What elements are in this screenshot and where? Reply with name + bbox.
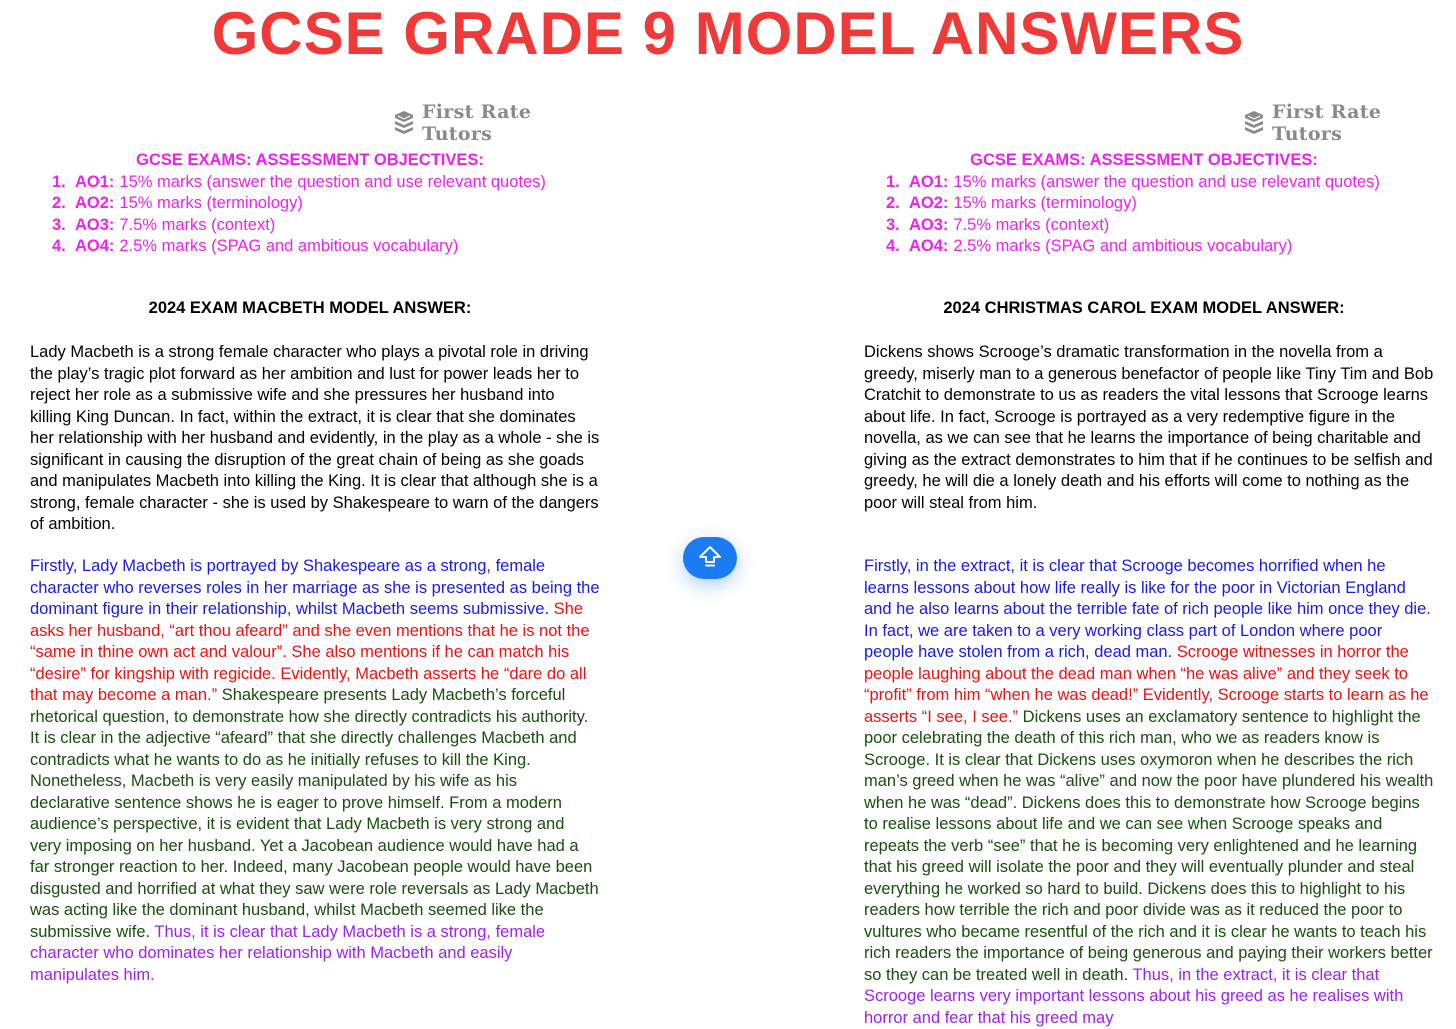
arrow-up-icon [697, 544, 723, 573]
item-key: AO4: [909, 237, 949, 255]
item-number: 1. [886, 172, 900, 191]
objectives-heading: GCSE EXAMS: ASSESSMENT OBJECTIVES: [970, 151, 1318, 169]
item-text: 15% marks (terminology) [953, 194, 1137, 212]
list-item [864, 236, 1434, 258]
evidence-text: She asks her husband, “art thou afeard” and she even mentions that he is not the “same in thine own act and valour”. She also mentions if he can match his “desire” for kingship with regicide. Evidently, Macbeth asserts he “dare do all that may become a man.” [30, 600, 590, 704]
objectives-heading: GCSE EXAMS: ASSESSMENT OBJECTIVES: [136, 151, 484, 169]
list-item [30, 172, 600, 194]
brand-logo [1242, 101, 1434, 145]
item-text: 15% marks (answer the question and use relevant quotes) [119, 172, 546, 191]
item-key: AO3: [909, 215, 949, 234]
objectives-list [864, 172, 1434, 258]
list-item [30, 193, 600, 215]
item-text: 7.5% marks (context) [953, 215, 1110, 234]
item-key: AO1: [75, 172, 115, 191]
analysis-paragraph [864, 556, 1434, 1029]
list-item [30, 236, 600, 258]
list-item [864, 193, 1434, 215]
stacked-books-icon [392, 110, 416, 136]
point-text: Firstly, in the extract, it is clear that Scrooge becomes horrified when he learns lessons about how life really is like for the poor in Victorian England and he also learns about the terrible fate of rich people like him once they die. In fact, we are taken to a very working class part of London where poor people have stolen from a rich, dead man. [864, 557, 1431, 661]
list-item [30, 215, 600, 237]
list-item [864, 215, 1434, 237]
list-item [864, 172, 1434, 194]
item-key: AO1: [909, 172, 949, 191]
analysis-text: Dickens uses an exclamatory sentence to highlight the poor celebrating the death of this rich man, who we as readers know is Scrooge. It is clear that Dickens uses oxymoron when he describes the rich man’s greed when he was “alive” and now the poor have plundered his wealth when he was “dead”. Dickens does this to demonstrate how Scrooge begins to realise lessons about life and we can see when Scrooge speaks and repeats the verb “see” that he is becoming very enlightened and he learning that his greed will isolate the poor and they will eventually plunder and steal everything he worked so hard to build. Dickens does this to highlight to his readers how terrible the rich and poor divide was as it reduced the poor to vultures who became resentful of the rich and it is clear he wants to teach his rich readers the importance of being generous and paying their workers better so they can be treated well in death. [864, 707, 1434, 984]
item-text: 7.5% marks (context) [119, 215, 276, 234]
assessment-objectives [30, 150, 600, 258]
intro-paragraph: Lady Macbeth is a strong female character who plays a pivotal role in driving the play’s tragic plot forward as her ambition and lust for power leads her to reject her role as a submissive wife and she pressures her husband into killing King Duncan. In fact, within the extract, it is clear that she dominates her relationship with her husband and evidently, in the play as a whole - she is significant in causing the disruption of the great chain of being as she goads and manipulates Macbeth into killing the King. It is clear that although she is a strong, female character - she is used by Shakespeare to warn of the dangers of ambition. [30, 343, 600, 533]
item-text: 15% marks (answer the question and use relevant quotes) [953, 172, 1380, 191]
answer-title: 2024 EXAM MACBETH MODEL ANSWER: [148, 299, 472, 317]
analysis-paragraph [30, 556, 600, 986]
brand-logo [392, 101, 600, 145]
analysis-text: Shakespeare presents Lady Macbeth’s forceful rhetorical question, to demonstrate how she directly contradicts his authority. It is clear in the adjective “afeard” that she directly challenges Macbeth and contradicts what he wants to do as he initially refuses to kill the King. Nonetheless, Macbeth is very easily manipulated by his wife as his declarative sentence shows he is eager to prove himself. From a modern audience’s perspective, it is evident that Lady Macbeth is very strong and very imposing on her husband. Yet a Jacobean audience would have had a far stronger reaction to her. Indeed, many Jacobean people would have been disgusted and horrified at what they saw were role reversals as Lady Macbeth was acting like the dominant husband, whilst Macbeth seemed like the submissive wife. [30, 686, 599, 941]
point-text: Firstly, Lady Macbeth is portrayed by Shakespeare as a strong, female character who reverses roles in her marriage as she is presented as being the dominant figure in their relationship, whilst Macbeth seems submissive. [30, 557, 600, 618]
item-key: AO2: [75, 194, 115, 212]
scroll-to-top-button[interactable] [683, 537, 737, 579]
item-number: 2. [52, 194, 66, 212]
brand-name: First Rate Tutors [1272, 101, 1382, 145]
item-text: 2.5% marks (SPAG and ambitious vocabulary) [953, 237, 1293, 255]
item-number: 2. [886, 194, 900, 212]
item-key: AO3: [75, 215, 115, 234]
conclusion-text: Thus, it is clear that Lady Macbeth is a strong, female character who dominates her relationship with Macbeth and easily manipulates him. [30, 922, 546, 984]
objectives-list [30, 172, 600, 258]
answer-title: 2024 CHRISTMAS CAROL EXAM MODEL ANSWER: [943, 299, 1345, 317]
item-text: 2.5% marks (SPAG and ambitious vocabulary) [119, 237, 459, 255]
item-text: 15% marks (terminology) [119, 194, 303, 212]
intro-paragraph: Dickens shows Scrooge’s dramatic transformation in the novella from a greedy, miserly man to a generous benefactor of people like Tiny Tim and Bob Cratchit to demonstrate to us as readers the vital lessons that Scrooge learns about life. In fact, Scrooge is portrayed as a very redemptive figure in the novella, as we can see that he learns the importance of being charitable and giving as the extract demonstrates to him that if he continues to be selfish and greedy, he will die a lonely death and his efforts will come to nothing as the poor will steal from him. [864, 343, 1434, 512]
item-number: 4. [52, 237, 66, 255]
assessment-objectives [864, 150, 1434, 258]
item-key: AO4: [75, 237, 115, 255]
item-key: AO2: [909, 194, 949, 212]
page-title: GCSE GRADE 9 MODEL ANSWERS [211, 0, 1245, 67]
item-number: 4. [886, 237, 900, 255]
conclusion-text: Thus, in the extract, it is clear that Scrooge learns very important lessons about his greed as he realises with horror and fear that his greed may [864, 965, 1404, 1027]
evidence-text: Scrooge witnesses in horror the people laughing about the dead man when “he was alive” and they seek to “profit” from him “when he was dead!” Evidently, Scrooge starts to learn as he asserts “I see, I see.” [864, 643, 1429, 726]
item-number: 1. [52, 172, 66, 191]
item-number: 3. [886, 215, 900, 234]
stacked-books-icon [1242, 110, 1266, 136]
brand-name: First Rate Tutors [422, 101, 532, 145]
item-number: 3. [52, 215, 66, 234]
